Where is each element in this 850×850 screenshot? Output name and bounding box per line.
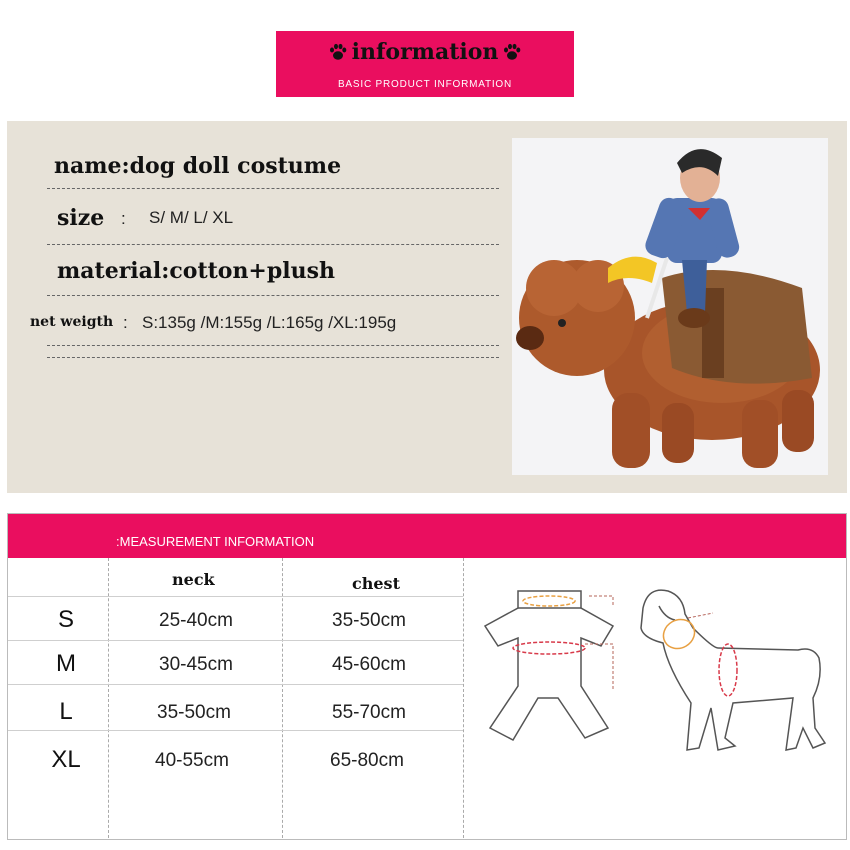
measurement-header-text: :MEASUREMENT INFORMATION bbox=[116, 534, 315, 549]
table-cell-chest: 65-80cm bbox=[330, 750, 404, 771]
dog-outline-icon bbox=[641, 590, 825, 750]
name-text: name:dog doll costume bbox=[54, 153, 342, 179]
measurement-header bbox=[8, 514, 846, 558]
size-label: size bbox=[57, 205, 105, 231]
material-row bbox=[47, 254, 499, 296]
table-divider bbox=[108, 558, 109, 838]
weight-separator: : bbox=[123, 313, 128, 332]
name-row bbox=[47, 149, 499, 189]
table-cell-neck: 40-55cm bbox=[155, 750, 229, 771]
size-label-m: M bbox=[56, 650, 76, 677]
table-cell-chest: 45-60cm bbox=[332, 654, 406, 675]
table-cell-neck: 30-45cm bbox=[159, 654, 233, 675]
table-divider bbox=[8, 596, 463, 597]
weight-value: S:135g /M:155g /L:165g /XL:195g bbox=[142, 313, 397, 332]
table-cell-neck: 25-40cm bbox=[159, 610, 233, 631]
table-divider bbox=[282, 558, 283, 838]
measurement-diagram bbox=[463, 558, 846, 839]
size-separator: : bbox=[121, 209, 126, 228]
column-header-neck: neck bbox=[172, 570, 215, 589]
table-cell-neck: 35-50cm bbox=[157, 702, 231, 723]
size-label-xl: XL bbox=[51, 746, 81, 773]
chest-marker-icon bbox=[719, 644, 737, 696]
table-divider bbox=[8, 684, 463, 685]
paw-icon bbox=[328, 43, 348, 61]
size-label-l: L bbox=[59, 698, 73, 725]
table-divider bbox=[8, 640, 463, 641]
basic-info-panel bbox=[7, 121, 847, 493]
measurement-section bbox=[7, 513, 847, 840]
column-header-chest: chest bbox=[352, 574, 400, 593]
size-value: S/ M/ L/ XL bbox=[149, 208, 234, 227]
costume-outline-icon bbox=[485, 591, 613, 740]
weight-label: net weigth bbox=[30, 314, 114, 330]
info-title-row bbox=[276, 39, 574, 65]
table-cell-chest: 55-70cm bbox=[332, 702, 406, 723]
size-label-s: S bbox=[57, 606, 74, 633]
size-row bbox=[47, 199, 499, 245]
product-photo bbox=[512, 138, 828, 475]
material-text: material:cotton+plush bbox=[57, 258, 335, 284]
chest-marker-icon bbox=[513, 642, 585, 654]
info-title: information bbox=[351, 39, 499, 65]
info-subtitle: BASIC PRODUCT INFORMATION bbox=[337, 79, 513, 90]
table-cell-chest: 35-50cm bbox=[332, 610, 406, 631]
table-divider bbox=[8, 730, 463, 731]
info-banner bbox=[276, 31, 574, 97]
neck-marker-icon bbox=[523, 596, 575, 606]
measurement-table bbox=[8, 558, 463, 838]
blank-row-divider bbox=[47, 357, 499, 358]
paw-icon bbox=[502, 43, 522, 61]
weight-row bbox=[30, 302, 499, 346]
